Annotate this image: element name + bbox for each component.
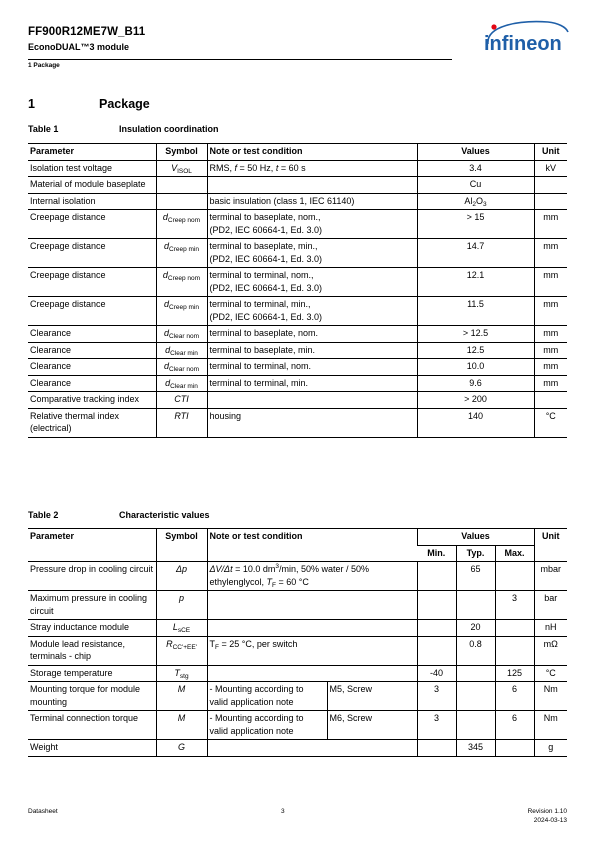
unit-cell: Nm xyxy=(534,682,567,711)
infineon-logo xyxy=(478,18,574,62)
table1-header-row xyxy=(28,144,567,161)
unit-cell: mΩ xyxy=(534,636,567,665)
param-cell: Internal isolation xyxy=(28,193,156,210)
note-cell: terminal to baseplate, nom., (PD2, IEC 60664-1, Ed. 3.0) xyxy=(207,210,417,239)
value-cell: > 200 xyxy=(417,392,534,409)
unit-cell: °C xyxy=(534,408,567,437)
col-header-max: Max. xyxy=(495,545,534,562)
condition-cell: M5, Screw xyxy=(327,682,417,711)
symbol-cell: $d_{Clear min}$ xyxy=(156,342,207,359)
note-cell: ΔV/Δt = 10.0 $dm^3/\min$, 50% water / 50% ethylenglycol, $T_F = 60$ °C xyxy=(207,562,417,591)
symbol-cell xyxy=(156,177,207,194)
symbol-cell: G xyxy=(156,740,207,757)
param-cell: Maximum pressure in cooling circuit xyxy=(28,591,156,620)
param-cell: Pressure drop in cooling circuit xyxy=(28,562,156,591)
note-cell: terminal to terminal, min., (PD2, IEC 60664-1, Ed. 3.0) xyxy=(207,297,417,326)
symbol-cell: $d_{Clear nom}$ xyxy=(156,359,207,376)
insulation-coordination-table xyxy=(28,143,567,438)
table-row xyxy=(28,297,567,326)
unit-cell: Nm xyxy=(534,711,567,740)
col-header-min: Min. xyxy=(417,545,456,562)
param-cell: Clearance xyxy=(28,359,156,376)
max-cell: 3 xyxy=(495,591,534,620)
table-row xyxy=(28,326,567,343)
note-cell: $T_F = 25$ °C, per switch xyxy=(207,636,417,665)
note-cell: terminal to baseplate, min. xyxy=(207,342,417,359)
condition-cell: M6, Screw xyxy=(327,711,417,740)
typ-cell: 345 xyxy=(456,740,495,757)
table-row xyxy=(28,193,567,210)
table-row xyxy=(28,342,567,359)
param-cell: Creepage distance xyxy=(28,239,156,268)
value-cell: 11.5 xyxy=(417,297,534,326)
max-cell: 6 xyxy=(495,682,534,711)
unit-cell xyxy=(534,193,567,210)
min-cell: 3 xyxy=(417,682,456,711)
param-cell: Storage temperature xyxy=(28,665,156,682)
symbol-cell: M xyxy=(156,682,207,711)
symbol-cell: RTI xyxy=(156,408,207,437)
symbol-cell: $L_{sCE}$ xyxy=(156,620,207,637)
typ-cell: 0.8 xyxy=(456,636,495,665)
col-header-parameter: Parameter xyxy=(28,529,156,562)
unit-cell: mm xyxy=(534,375,567,392)
document-title: FF900R12ME7W_B11 xyxy=(28,26,146,38)
min-cell: 3 xyxy=(417,711,456,740)
col-header-symbol: Symbol xyxy=(156,529,207,562)
unit-cell: g xyxy=(534,740,567,757)
typ-cell xyxy=(456,711,495,740)
param-cell: Creepage distance xyxy=(28,268,156,297)
footer-page-number: 3 xyxy=(281,808,285,815)
header-divider xyxy=(28,59,452,60)
note-cell: terminal to baseplate, min., (PD2, IEC 60664-1, Ed. 3.0) xyxy=(207,239,417,268)
col-header-values: Values xyxy=(417,144,534,161)
typ-cell xyxy=(456,682,495,711)
max-cell xyxy=(495,620,534,637)
table-row xyxy=(28,591,567,620)
value-cell: $Al_2O_3$ xyxy=(417,193,534,210)
value-cell: 10.0 xyxy=(417,359,534,376)
note-cell: housing xyxy=(207,408,417,437)
min-cell: -40 xyxy=(417,665,456,682)
note-cell: - Mounting according to valid application note xyxy=(207,682,327,711)
table-row xyxy=(28,268,567,297)
table1-label: Table 1 xyxy=(28,124,59,134)
document-subtitle: EconoDUAL™3 module xyxy=(28,42,130,52)
symbol-cell xyxy=(156,193,207,210)
value-cell: 9.6 xyxy=(417,375,534,392)
col-header-unit: Unit xyxy=(534,529,567,562)
min-cell xyxy=(417,620,456,637)
note-cell: basic insulation (class 1, IEC 61140) xyxy=(207,193,417,210)
typ-cell: 65 xyxy=(456,562,495,591)
typ-cell xyxy=(456,591,495,620)
param-cell: Stray inductance module xyxy=(28,620,156,637)
max-cell xyxy=(495,740,534,757)
unit-cell: bar xyxy=(534,591,567,620)
note-cell xyxy=(207,665,417,682)
note-cell xyxy=(207,740,417,757)
min-cell xyxy=(417,591,456,620)
table-row xyxy=(28,636,567,665)
symbol-cell: $d_{Clear min}$ xyxy=(156,375,207,392)
unit-cell: kV xyxy=(534,160,567,177)
symbol-cell: $T_{stg}$ xyxy=(156,665,207,682)
table2-label: Table 2 xyxy=(28,510,59,520)
footer-revision: Revision 1.10 xyxy=(527,808,567,815)
col-header-unit: Unit xyxy=(534,144,567,161)
characteristic-values-table xyxy=(28,528,567,757)
min-cell xyxy=(417,740,456,757)
param-cell: Clearance xyxy=(28,375,156,392)
unit-cell: mbar xyxy=(534,562,567,591)
param-cell: Clearance xyxy=(28,326,156,343)
value-cell: > 15 xyxy=(417,210,534,239)
note-cell: terminal to baseplate, nom. xyxy=(207,326,417,343)
logo-wordmark: infineon xyxy=(484,33,562,55)
unit-cell xyxy=(534,177,567,194)
symbol-cell: $d_{Creep nom}$ xyxy=(156,210,207,239)
symbol-cell: $V_{ISOL}$ xyxy=(156,160,207,177)
table-row xyxy=(28,210,567,239)
symbol-cell: M xyxy=(156,711,207,740)
header-section-ref: 1 Package xyxy=(28,62,60,69)
table-row xyxy=(28,392,567,409)
symbol-cell: $d_{Creep min}$ xyxy=(156,297,207,326)
note-cell: terminal to terminal, nom., (PD2, IEC 60664-1, Ed. 3.0) xyxy=(207,268,417,297)
unit-cell: mm xyxy=(534,326,567,343)
col-header-symbol: Symbol xyxy=(156,144,207,161)
value-cell: Cu xyxy=(417,177,534,194)
param-cell: Creepage distance xyxy=(28,210,156,239)
section-number: 1 xyxy=(28,97,35,111)
col-header-note: Note or test condition xyxy=(207,529,417,562)
unit-cell: mm xyxy=(534,268,567,297)
note-cell xyxy=(207,591,417,620)
col-header-note: Note or test condition xyxy=(207,144,417,161)
table-row xyxy=(28,740,567,757)
unit-cell: mm xyxy=(534,210,567,239)
param-cell: Clearance xyxy=(28,342,156,359)
note-cell: terminal to terminal, min. xyxy=(207,375,417,392)
param-cell: Isolation test voltage xyxy=(28,160,156,177)
min-cell xyxy=(417,562,456,591)
unit-cell: mm xyxy=(534,359,567,376)
table-row xyxy=(28,359,567,376)
value-cell: 12.1 xyxy=(417,268,534,297)
typ-cell xyxy=(456,665,495,682)
param-cell: Module lead resistance, terminals - chip xyxy=(28,636,156,665)
symbol-cell: $d_{Clear nom}$ xyxy=(156,326,207,343)
table-row xyxy=(28,620,567,637)
unit-cell: nH xyxy=(534,620,567,637)
table1-title: Insulation coordination xyxy=(119,124,219,134)
table2-title: Characteristic values xyxy=(119,510,210,520)
col-header-typ: Typ. xyxy=(456,545,495,562)
table-row xyxy=(28,177,567,194)
note-cell xyxy=(207,177,417,194)
table-row xyxy=(28,375,567,392)
note-cell xyxy=(207,392,417,409)
logo-dot xyxy=(491,24,496,29)
symbol-cell: $R_{CC'+EE'}$ xyxy=(156,636,207,665)
value-cell: > 12.5 xyxy=(417,326,534,343)
typ-cell: 20 xyxy=(456,620,495,637)
table-row xyxy=(28,408,567,437)
note-cell xyxy=(207,620,417,637)
value-cell: 140 xyxy=(417,408,534,437)
min-cell xyxy=(417,636,456,665)
param-cell: Comparative tracking index xyxy=(28,392,156,409)
col-header-values: Values xyxy=(417,529,534,546)
value-cell: 12.5 xyxy=(417,342,534,359)
symbol-cell: Δp xyxy=(156,562,207,591)
table-row xyxy=(28,665,567,682)
value-cell: 3.4 xyxy=(417,160,534,177)
table2-header-row xyxy=(28,529,567,546)
param-cell: Creepage distance xyxy=(28,297,156,326)
value-cell: 14.7 xyxy=(417,239,534,268)
param-cell: Weight xyxy=(28,740,156,757)
max-cell: 125 xyxy=(495,665,534,682)
max-cell: 6 xyxy=(495,711,534,740)
symbol-cell: CTI xyxy=(156,392,207,409)
footer-doc-type: Datasheet xyxy=(28,808,58,815)
param-cell: Material of module baseplate xyxy=(28,177,156,194)
param-cell: Relative thermal index (electrical) xyxy=(28,408,156,437)
note-cell: - Mounting according to valid application note xyxy=(207,711,327,740)
table-row xyxy=(28,711,567,740)
unit-cell xyxy=(534,392,567,409)
footer-date: 2024-03-13 xyxy=(533,817,567,824)
note-cell: terminal to terminal, nom. xyxy=(207,359,417,376)
col-header-parameter: Parameter xyxy=(28,144,156,161)
table-row xyxy=(28,160,567,177)
unit-cell: mm xyxy=(534,297,567,326)
note-cell: RMS, f = 50 Hz, t = 60 s xyxy=(207,160,417,177)
max-cell xyxy=(495,636,534,665)
table-row xyxy=(28,562,567,591)
table-row xyxy=(28,682,567,711)
symbol-cell: p xyxy=(156,591,207,620)
max-cell xyxy=(495,562,534,591)
param-cell: Terminal connection torque xyxy=(28,711,156,740)
unit-cell: mm xyxy=(534,342,567,359)
symbol-cell: $d_{Creep min}$ xyxy=(156,239,207,268)
unit-cell: °C xyxy=(534,665,567,682)
unit-cell: mm xyxy=(534,239,567,268)
symbol-cell: $d_{Creep nom}$ xyxy=(156,268,207,297)
param-cell: Mounting torque for module mounting xyxy=(28,682,156,711)
table-row xyxy=(28,239,567,268)
section-title: Package xyxy=(99,97,150,111)
